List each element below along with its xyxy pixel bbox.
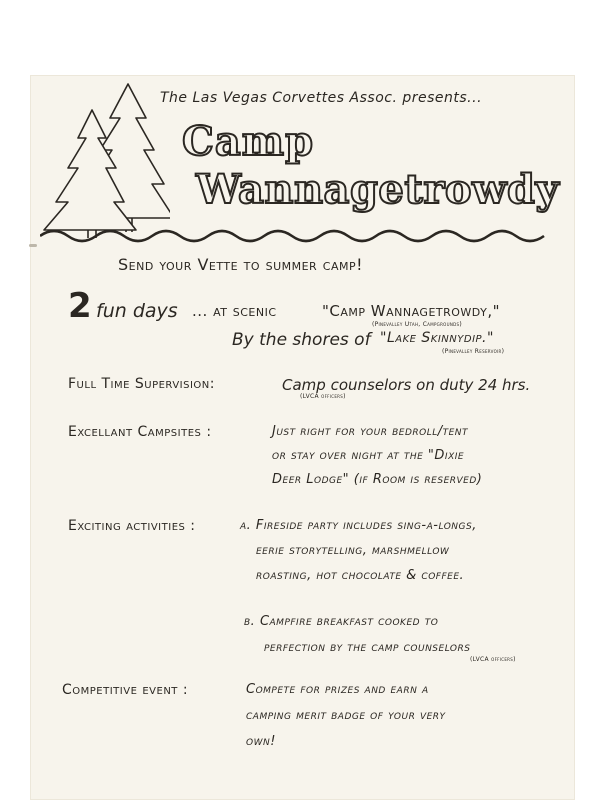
activity-b-line-1: b. Campfire breakfast cooked to — [244, 614, 439, 629]
activity-a-line-1: a. Fireside party includes sing-a-longs, — [240, 518, 477, 533]
shores-line: By the shores of — [232, 330, 371, 350]
campsites-line-1: Just right for your bedroll/tent — [272, 424, 469, 439]
activity-a-line-2: eerie storytelling, marshmellow — [256, 543, 450, 558]
title-wannagetrowdy: Wannagetrowdy — [196, 166, 560, 213]
campsites-label: Excellant Campsites : — [68, 424, 212, 440]
title-camp: Camp — [182, 118, 315, 165]
competitive-line-1: Compete for prizes and earn a — [246, 682, 429, 697]
supervision-text: Camp counselors on duty 24 hrs. — [282, 376, 531, 394]
camp-location-note: (Pinevalley Utah, Campgrounds) — [372, 321, 462, 328]
activity-b-line-2: perfection by the camp counselors — [264, 640, 471, 655]
at-scenic: ... at scenic — [192, 302, 277, 320]
camp-name: "Camp Wannagetrowdy," — [322, 302, 501, 320]
activity-a-line-3: roasting, hot chocolate & coffee. — [256, 568, 465, 583]
tagline: Send your Vette to summer camp! — [118, 255, 364, 274]
fun-days: fun days — [96, 300, 178, 322]
supervision-label: Full Time Supervision: — [68, 376, 215, 392]
activity-b-note: (LVCA officers) — [470, 656, 516, 663]
lake-name: "Lake Skinnydip." — [380, 330, 494, 346]
lake-note: (Pinevalley Reservoir) — [442, 348, 505, 355]
competitive-line-2: camping merit badge of your very — [246, 708, 446, 723]
supervision-note: (LVCA officers) — [300, 393, 346, 400]
competitive-label: Competitive event : — [62, 682, 189, 698]
competitive-line-3: own! — [246, 734, 276, 749]
lake-wave-icon — [40, 222, 560, 252]
campsites-line-3: Deer Lodge" (if Room is reserved) — [272, 472, 483, 487]
binder-mark — [29, 244, 37, 247]
presenter-line: The Las Vegas Corvettes Assoc. presents... — [160, 90, 483, 106]
campsites-line-2: or stay over night at the "Dixie — [272, 448, 465, 463]
big-two: 2 — [68, 286, 92, 326]
activities-label: Exciting activities : — [68, 518, 196, 534]
pine-tree-icon — [40, 80, 170, 240]
